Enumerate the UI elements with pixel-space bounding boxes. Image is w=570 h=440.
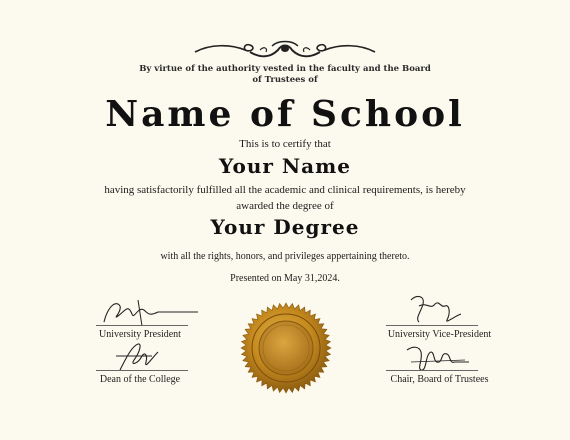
gold-seal — [240, 302, 332, 394]
president-signature — [98, 296, 208, 328]
dean-signature-line — [96, 370, 188, 371]
university-vice-president-label: University Vice-President — [387, 329, 492, 340]
vice-president-signature-line — [386, 325, 478, 326]
dean-label: Dean of the College — [99, 374, 181, 385]
dean-signature — [112, 340, 172, 374]
requirements-text: having satisfactorily fulfilled all the academic and clinical requirements, is hereby awarded the degree of — [104, 184, 466, 212]
degree-title: Your Degree — [210, 215, 360, 239]
university-president-label: University President — [99, 329, 181, 340]
recipient-name: Your Name — [218, 154, 352, 178]
president-signature-line — [96, 325, 188, 326]
certify-line: This is to certify that — [239, 138, 331, 150]
school-name: Name of School — [105, 93, 465, 135]
ornamental-flourish — [190, 38, 380, 60]
chair-signature-line — [386, 370, 478, 371]
vice-president-signature — [405, 292, 465, 328]
rights-text: with all the rights, honors, and privileges appertaining thereto. — [160, 251, 410, 262]
presented-date: Presented on May 31,2024. — [230, 273, 340, 284]
chair-label: Chair, Board of Trustees — [390, 374, 489, 385]
chair-signature — [403, 340, 473, 374]
authority-intro: By virtue of the authority vested in the faculty and the Board of Trustees of — [139, 64, 431, 85]
